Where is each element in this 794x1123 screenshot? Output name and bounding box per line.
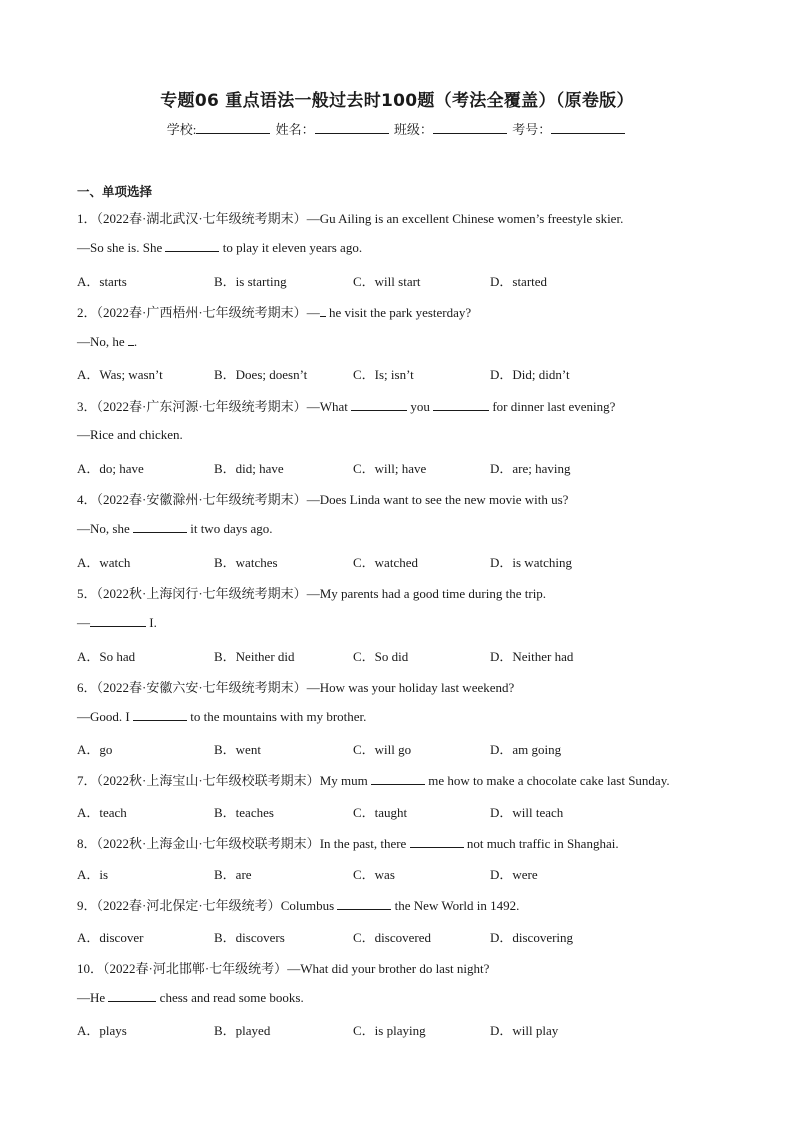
q1-option-b[interactable]: B．is starting xyxy=(214,274,287,289)
q1-option-a[interactable]: A．starts xyxy=(77,274,127,289)
question-text: to the mountains with my brother. xyxy=(190,709,367,724)
question-text: Columbus xyxy=(280,898,335,913)
section-title: 一、单项选择 xyxy=(77,184,153,199)
question-text: 4． xyxy=(77,492,97,507)
question-text: 7． xyxy=(77,773,97,788)
q8-option-d[interactable]: D．were xyxy=(490,867,538,882)
q6-option-c[interactable]: C．will go xyxy=(353,742,412,757)
question-text: —So she is. She xyxy=(77,240,163,255)
q3-option-a[interactable]: A．do; have xyxy=(77,461,144,476)
q7-option-a[interactable]: A．teach xyxy=(77,805,127,820)
question-10-line2 xyxy=(77,989,304,1006)
question-text: —Good. I xyxy=(77,709,130,724)
q3-option-b[interactable]: B．did; have xyxy=(214,461,284,476)
q2-option-d[interactable]: D．Did; didn’t xyxy=(490,367,570,382)
question-4-line2 xyxy=(77,520,273,537)
question-text: it two days ago. xyxy=(190,521,273,536)
question-6-stem xyxy=(77,677,514,696)
question-text: In the past, there xyxy=(319,836,407,851)
question-text: 1． xyxy=(77,211,97,226)
question-text: to play it eleven years ago. xyxy=(222,240,363,255)
q6-option-a[interactable]: A．go xyxy=(77,742,113,757)
question-text: —My parents had a good time during the trip. xyxy=(306,586,547,601)
question-6-line2 xyxy=(77,708,366,725)
answer-blank[interactable] xyxy=(108,989,156,1002)
question-text: （2022春·河北邯郸·七年级统考） xyxy=(103,961,288,976)
answer-blank[interactable] xyxy=(410,835,464,848)
question-5-line2 xyxy=(77,614,157,631)
question-text: chess and read some books. xyxy=(159,990,304,1005)
question-text: —No, she xyxy=(77,521,130,536)
answer-blank[interactable] xyxy=(165,239,219,252)
question-text: 5． xyxy=(77,586,97,601)
q2-option-b[interactable]: B．Does; doesn’t xyxy=(214,367,308,382)
q4-option-c[interactable]: C．watched xyxy=(353,555,418,570)
class-label: 班级： xyxy=(393,122,433,137)
name-blank[interactable] xyxy=(315,121,389,134)
question-4-stem xyxy=(77,489,568,508)
q5-option-a[interactable]: A．So had xyxy=(77,649,136,664)
school-blank[interactable] xyxy=(196,121,270,134)
question-text: 2． xyxy=(77,305,97,320)
question-text: 10． xyxy=(77,961,104,976)
q7-option-d[interactable]: D．will teach xyxy=(490,805,564,820)
question-text: 6． xyxy=(77,680,97,695)
question-text: — xyxy=(306,305,320,320)
q4-option-b[interactable]: B．watches xyxy=(214,555,278,570)
name-label: 姓名： xyxy=(275,122,315,137)
question-3-stem xyxy=(77,396,615,415)
question-text: —Does Linda want to see the new movie with us? xyxy=(306,492,569,507)
question-text: （2022秋·上海闵行·七年级统考期末） xyxy=(96,586,307,601)
q5-option-d[interactable]: D．Neither had xyxy=(490,649,574,664)
answer-blank[interactable] xyxy=(320,304,326,317)
class-blank[interactable] xyxy=(433,121,507,134)
answer-blank[interactable] xyxy=(90,614,146,627)
answer-blank[interactable] xyxy=(433,398,489,411)
q9-option-a[interactable]: A．discover xyxy=(77,930,144,945)
q9-option-d[interactable]: D．discovering xyxy=(490,930,574,945)
q8-option-a[interactable]: A．is xyxy=(77,867,109,882)
answer-blank[interactable] xyxy=(371,772,425,785)
q4-option-a[interactable]: A．watch xyxy=(77,555,131,570)
question-text: （2022春·广东河源·七年级统考期末） xyxy=(96,399,307,414)
exam-no-label: 考号： xyxy=(512,122,552,137)
q8-option-b[interactable]: B．are xyxy=(214,867,252,882)
question-text: （2022春·湖北武汉·七年级统考期末） xyxy=(96,211,307,226)
answer-blank[interactable] xyxy=(133,708,187,721)
question-text: —He xyxy=(77,990,106,1005)
question-2-stem xyxy=(77,302,471,321)
q4-option-d[interactable]: D．is watching xyxy=(490,555,572,570)
q9-option-c[interactable]: C．discovered xyxy=(353,930,431,945)
answer-blank[interactable] xyxy=(133,520,187,533)
q5-option-c[interactable]: C．So did xyxy=(353,649,409,664)
question-text: （2022春·安徽滁州·七年级统考期末） xyxy=(96,492,307,507)
question-text: —No, he xyxy=(77,334,125,349)
document-title: 专题06 重点语法一般过去时100题（考法全覆盖）（原卷版） xyxy=(160,91,634,111)
q2-option-c[interactable]: C．Is; isn’t xyxy=(353,367,414,382)
question-text: — xyxy=(77,615,90,630)
question-text: I. xyxy=(149,615,157,630)
q10-option-d[interactable]: D．will play xyxy=(490,1023,559,1038)
q3-option-d[interactable]: D．are; having xyxy=(490,461,571,476)
question-7-stem xyxy=(77,770,670,789)
question-text: （2022春·安徽六安·七年级统考期末） xyxy=(96,680,307,695)
question-1-line2 xyxy=(77,239,362,256)
question-text: （2022秋·上海金山·七年级校联考期末） xyxy=(96,836,320,851)
q10-option-c[interactable]: C．is playing xyxy=(353,1023,426,1038)
question-text: My mum xyxy=(319,773,368,788)
question-text: . xyxy=(133,334,138,349)
answer-blank[interactable] xyxy=(337,897,391,910)
q6-option-b[interactable]: B．went xyxy=(214,742,261,757)
q5-option-b[interactable]: B．Neither did xyxy=(214,649,295,664)
question-9-stem xyxy=(77,895,519,914)
question-text: （2022春·河北保定·七年级统考） xyxy=(96,898,281,913)
question-text: 9． xyxy=(77,898,97,913)
q2-option-a[interactable]: A．Was; wasn’t xyxy=(77,367,163,382)
q7-option-b[interactable]: B．teaches xyxy=(214,805,274,820)
question-text: （2022春·广西梧州·七年级统考期末） xyxy=(96,305,307,320)
question-text: —What did your brother do last night? xyxy=(287,961,490,976)
q1-option-c[interactable]: C．will start xyxy=(353,274,421,289)
question-1-stem xyxy=(77,208,623,227)
question-3-line2: —Rice and chicken. xyxy=(77,427,183,442)
question-text: —What xyxy=(306,399,348,414)
question-text: —How was your holiday last weekend? xyxy=(306,680,515,695)
q8-option-c[interactable]: C．was xyxy=(353,867,395,882)
question-5-stem xyxy=(77,583,546,602)
q10-option-a[interactable]: A．plays xyxy=(77,1023,127,1038)
question-10-stem xyxy=(77,958,489,977)
question-text: 8． xyxy=(77,836,97,851)
q6-option-d[interactable]: D．am going xyxy=(490,742,562,757)
question-text: for dinner last evening? xyxy=(492,399,616,414)
q3-option-c[interactable]: C．will; have xyxy=(353,461,427,476)
question-text: not much traffic in Shanghai. xyxy=(466,836,619,851)
question-text: —Gu Ailing is an excellent Chinese women’s freestyle skier. xyxy=(306,211,624,226)
q10-option-b[interactable]: B．played xyxy=(214,1023,271,1038)
question-8-stem xyxy=(77,833,619,852)
question-text: me how to make a chocolate cake last Sunday. xyxy=(428,773,670,788)
q7-option-c[interactable]: C．taught xyxy=(353,805,408,820)
question-text: you xyxy=(410,399,430,414)
question-text: the New World in 1492. xyxy=(394,898,520,913)
q9-option-b[interactable]: B．discovers xyxy=(214,930,285,945)
school-label: 学校: xyxy=(166,122,197,137)
question-text: （2022秋·上海宝山·七年级校联考期末） xyxy=(96,773,320,788)
q1-option-d[interactable]: D．started xyxy=(490,274,548,289)
exam-no-blank[interactable] xyxy=(551,121,625,134)
answer-blank[interactable] xyxy=(351,398,407,411)
question-text: 3． xyxy=(77,399,97,414)
question-2-line2 xyxy=(77,333,137,350)
student-info-line xyxy=(0,119,794,138)
question-text: he visit the park yesterday? xyxy=(328,305,472,320)
